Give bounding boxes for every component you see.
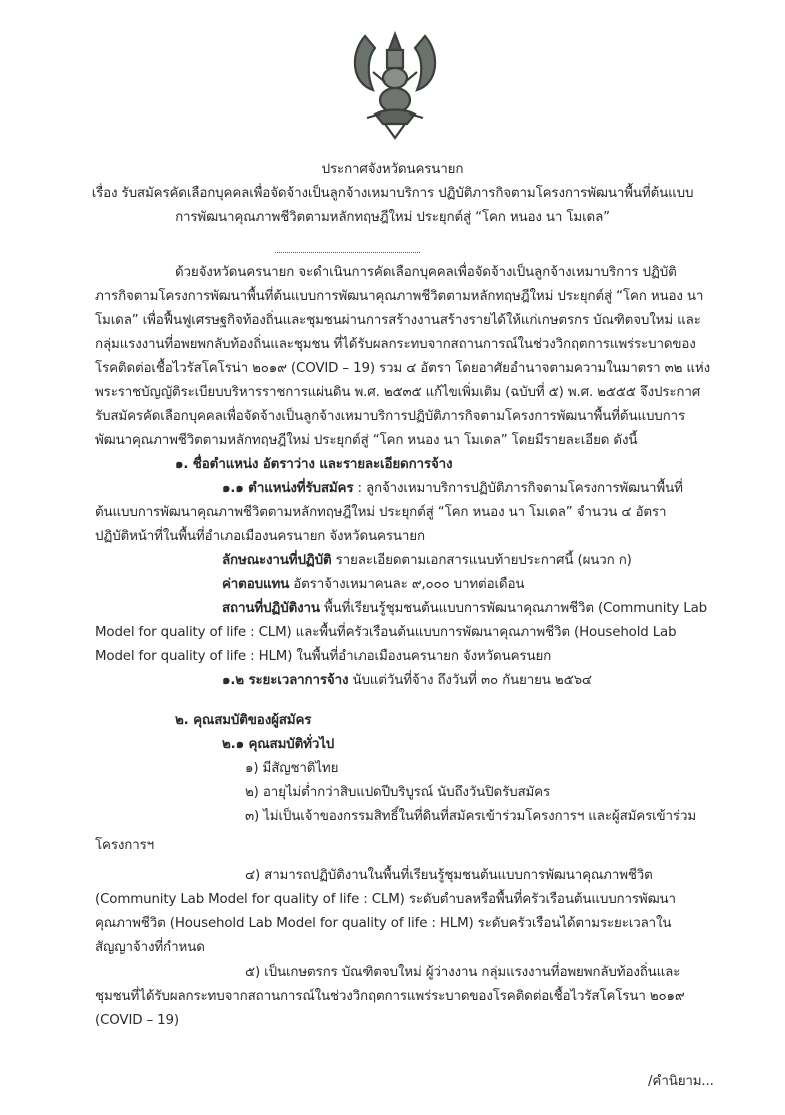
intro-line: โมเดล” เพื่อฟื้นฟูเศรษฐกิจท้องถิ่นและชุมชนผ่านการสร้างงานสร้างรายได้ให้แก่เกษตรกร บัณฑิตจบใหม่ และ — [95, 313, 701, 328]
section-1-1-text: ต้นแบบการพัฒนาคุณภาพชีวิตตามหลักทฤษฎีใหม่ ประยุกต์สู่ “โคก หนอง นา โมเดล” จำนวน ๔ อัตรา — [95, 505, 667, 520]
subject-line-1: เรื่อง รับสมัครคัดเลือกบุคคลเพื่อจัดจ้างเป็นลูกจ้างเหมาบริการ ปฏิบัติภารกิจตามโครงการพัฒนาพื้นที่ต้นแบบ — [91, 186, 694, 201]
announcement-title: ประกาศจังหวัดนครนายก — [321, 162, 464, 177]
intro-line: พระราชบัญญัติระเบียบบริหารราชการแผ่นดิน พ.ศ. ๒๕๓๕ แก้ไขเพิ่มเติม (ฉบับที่ ๕) พ.ศ. ๒๕๕๕ จึงประกาศ — [95, 385, 701, 400]
qualification-text: คุณภาพชีวิต (Household Lab Model for quality of life : HLM) ระดับครัวเรือนได้ตามระยะเวลาใน — [95, 916, 672, 931]
qualification-item: ๕) เป็นเกษตรกร บัณฑิตจบใหม่ ผู้ว่างงาน กลุ่มแรงงานที่อพยพกลับท้องถิ่นและ — [245, 965, 681, 980]
qualification-item: ๓) ไม่เป็นเจ้าของกรรมสิทธิ์ในที่ดินที่สมัครเข้าร่วมโครงการฯ และผู้สมัครเข้าร่วม — [245, 809, 697, 824]
section-1-2: ๑.๒ ระยะเวลาการจ้าง นับแต่วันที่จ้าง ถึงวันที่ ๓๐ กันยายน ๒๕๖๔ — [222, 673, 592, 688]
section-1-1-label: ๑.๑ ตำแหน่งที่รับสมัคร — [222, 481, 354, 496]
intro-line: ภารกิจตามโครงการพัฒนาพื้นที่ต้นแบบการพัฒนาคุณภาพชีวิตตามหลักทฤษฎีใหม่ ประยุกต์สู่ “โคก หนอง นา — [95, 289, 704, 304]
intro-line: รับสมัครคัดเลือกบุคคลเพื่อจัดจ้างเป็นลูกจ้างเหมาบริการปฏิบัติภารกิจตามโครงการพัฒนาพื้นที่ต้นแบบการ — [95, 409, 686, 424]
qualification-item: ๒) อายุไม่ต่ำกว่าสิบแปดปีบริบูรณ์ นับถึงวันปิดรับสมัคร — [245, 785, 551, 800]
qualification-item: ๑) มีสัญชาติไทย — [245, 761, 339, 776]
divider-dots — [275, 252, 420, 253]
qualification-text: สัญญาจ้างที่กำหนด — [95, 940, 205, 955]
workplace-text: Model for quality of life : CLM) และพื้นที่ครัวเรือนต้นแบบการพัฒนาคุณภาพชีวิต (Household Lab — [95, 625, 677, 640]
workplace-text: Model for quality of life : HLM) ในพื้นที่อำเภอเมืองนครนายก จังหวัดนครนยก — [95, 649, 552, 664]
subject-line-2: การพัฒนาคุณภาพชีวิตตามหลักทฤษฎีใหม่ ประยุกต์สู่ “โคก หนอง นา โมเดล” — [175, 210, 610, 225]
intro-line: กลุ่มแรงงานที่อพยพกลับท้องถิ่นและชุมชน ที่ได้รับผลกระทบจากสถานการณ์ในช่วงวิกฤตการแพร่ระบาดของ — [95, 337, 696, 352]
qualification-text: (Community Lab Model for quality of life : CLM) ระดับตำบลหรือพื้นที่ครัวเรือนต้นแบบการพัฒนา — [95, 892, 676, 907]
intro-line: โรคติดต่อเชื้อไวรัสโคโรน่า ๒๐๑๙ (COVID – 19) รวม ๔ อัตรา โดยอาศัยอำนาจตามความในมาตรา ๓๒ แห่ง — [95, 361, 710, 376]
section-2-heading: ๒. คุณสมบัติของผู้สมัคร — [175, 713, 312, 728]
intro-line: ด้วยจังหวัดนครนายก จะดำเนินการคัดเลือกบุคคลเพื่อจัดจ้างเป็นลูกจ้างเหมาบริการ ปฏิบัติ — [175, 265, 677, 280]
duty-row: ลักษณะงานที่ปฏิบัติ รายละเอียดตามเอกสารแนบท้ายประกาศนี้ (ผนวก ก) — [222, 553, 632, 568]
continued-marker: /คำนิยาม... — [648, 1074, 714, 1089]
intro-line: พัฒนาคุณภาพชีวิตตามหลักทฤษฎีใหม่ ประยุกต์สู่ “โคก หนอง นา โมเดล” โดยมีรายละเอียด ดังนี้ — [95, 433, 638, 448]
section-2-1-heading: ๒.๑ คุณสมบัติทั่วไป — [222, 737, 335, 752]
qualification-text: (COVID – 19) — [95, 1013, 179, 1028]
section-1-heading: ๑. ชื่อตำแหน่ง อัตราว่าง และรายละเอียดการจ้าง — [175, 457, 453, 472]
section-1-1: ๑.๑ ตำแหน่งที่รับสมัคร : ลูกจ้างเหมาบริการปฏิบัติภารกิจตามโครงการพัฒนาพื้นที่ — [222, 481, 683, 496]
qualification-item: ๔) สามารถปฏิบัติงานในพื้นที่เรียนรู้ชุมชนต้นแบบการพัฒนาคุณภาพชีวิต — [245, 868, 653, 883]
workplace-row: สถานที่ปฏิบัติงาน พื้นที่เรียนรู้ชุมชนต้นแบบการพัฒนาคุณภาพชีวิต (Community Lab — [222, 601, 708, 616]
qualification-text: ชุมชนที่ได้รับผลกระทบจากสถานการณ์ในช่วงวิกฤตการแพร่ระบาดของโรคติดต่อเชื้อไวรัสโคโรนา ๒๐๑๙ — [95, 989, 685, 1004]
garuda-emblem-icon — [345, 28, 445, 140]
qualification-item: โครงการฯ — [95, 838, 155, 853]
pay-row: ค่าตอบแทน อัตราจ้างเหมาคนละ ๙,๐๐๐ บาทต่อเดือน — [222, 577, 525, 592]
section-1-1-text: ปฏิบัติหน้าที่ในพื้นที่อำเภอเมืองนครนายก จังหวัดนครนายก — [95, 529, 425, 544]
